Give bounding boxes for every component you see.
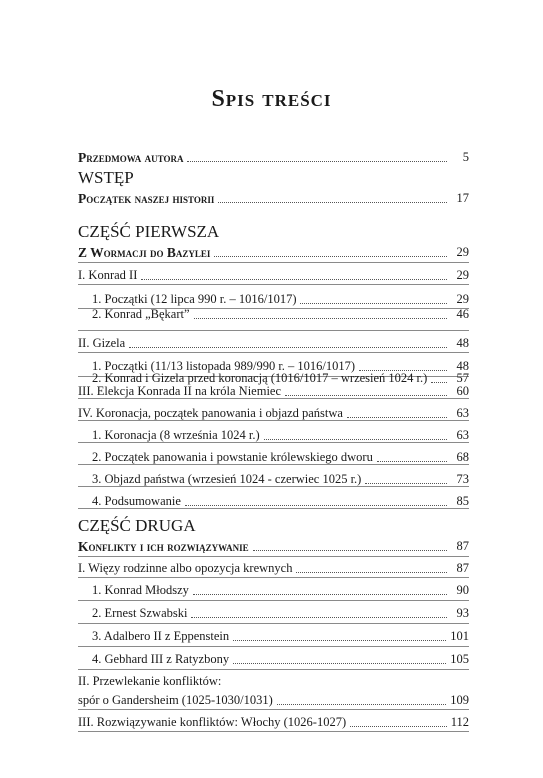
leader-dots <box>365 483 447 484</box>
toc-entry-label: IV. Koronacja, początek panowania i objazd państwa <box>78 406 343 420</box>
toc-page-number: 90 <box>456 583 469 597</box>
toc-entry-label: Początek naszej historii <box>78 191 215 206</box>
toc-entry-label: I. Więzy rodzinne albo opozycja krewnych <box>78 561 293 575</box>
toc-page-number: 85 <box>456 494 469 508</box>
toc-entry[interactable] <box>78 331 469 351</box>
toc-entry-label: 4. Podsumowanie <box>92 494 181 508</box>
toc-page-number: 29 <box>456 268 469 282</box>
toc-entry[interactable] <box>92 445 469 465</box>
leader-dots <box>253 550 447 551</box>
toc-entry[interactable] <box>78 401 469 421</box>
toc-page-number: 87 <box>456 561 469 575</box>
toc-entry-label: 1. Konrad Młodszy <box>92 583 189 597</box>
toc-page-number: 46 <box>456 307 469 321</box>
toc-entry-label: 2. Konrad i Gizela przed koronacją (1016/1017 – wrzesień 1024 r.) <box>92 371 428 385</box>
toc-page-number: 109 <box>450 693 469 707</box>
toc-page-number: 87 <box>456 539 469 553</box>
leader-dots <box>193 594 447 595</box>
toc-page-number: 60 <box>456 384 469 398</box>
leader-dots <box>347 417 447 418</box>
toc-entry-part2[interactable] <box>78 534 469 554</box>
leader-dots <box>191 617 447 618</box>
toc-entry[interactable] <box>78 688 469 708</box>
divider <box>78 669 469 670</box>
intro-heading: WSTĘP <box>78 168 134 187</box>
toc-entry[interactable] <box>78 556 469 576</box>
toc-entry-label: Konflikty i ich rozwiązywanie <box>78 539 249 554</box>
toc-entry-label: 4. Gebhard III z Ratyzbony <box>92 652 230 666</box>
toc-page-number: 93 <box>456 606 469 620</box>
divider <box>78 731 469 732</box>
toc-entry[interactable] <box>78 710 469 730</box>
part2-heading: CZĘŚĆ DRUGA <box>78 516 196 535</box>
toc-entry-label: 2. Ernest Szwabski <box>92 606 188 620</box>
toc-entry-label: spór o Gandersheim (1025-1030/1031) <box>78 693 273 707</box>
toc-page-number: 63 <box>456 406 469 420</box>
leader-dots <box>377 461 447 462</box>
leader-dots <box>296 572 447 573</box>
toc-entry-label: 3. Adalbero II z Eppenstein <box>92 629 230 643</box>
toc-page-number: 63 <box>456 428 469 442</box>
toc-entry-label: 2. Początek panowania i powstanie królewskiego dworu <box>92 450 373 464</box>
leader-dots <box>129 347 447 348</box>
leader-dots <box>214 256 447 257</box>
toc-entry[interactable] <box>92 302 469 322</box>
toc-page-number: 29 <box>456 245 469 259</box>
toc-entry-intro[interactable] <box>78 186 469 206</box>
toc-entry[interactable] <box>92 423 469 443</box>
toc-page-number: 101 <box>450 629 469 643</box>
leader-dots <box>187 161 447 162</box>
divider <box>78 284 469 285</box>
toc-entry-part1[interactable] <box>78 240 469 260</box>
leader-dots <box>141 279 447 280</box>
toc-entry-label: I. Konrad II <box>78 268 138 282</box>
leader-dots <box>218 202 447 203</box>
leader-dots <box>277 704 446 705</box>
leader-dots <box>233 663 446 664</box>
leader-dots <box>233 640 446 641</box>
toc-entry[interactable] <box>92 467 469 487</box>
toc-entry-label: III. Elekcja Konrada II na króla Niemiec <box>78 384 282 398</box>
leader-dots <box>194 318 447 319</box>
toc-page-number: 48 <box>456 359 469 373</box>
divider <box>78 352 469 353</box>
toc-entry-label: 1. Koronacja (8 września 1024 r.) <box>92 428 260 442</box>
toc-entry[interactable] <box>92 624 469 644</box>
leader-dots <box>185 505 447 506</box>
toc-entry[interactable] <box>92 489 469 509</box>
toc-page-number: 57 <box>456 371 469 385</box>
toc-page-number: 68 <box>456 450 469 464</box>
toc-entry-preface[interactable] <box>78 145 469 165</box>
toc-entry-label: 3. Objazd państwa (wrzesień 1024 - czerwiec 1025 r.) <box>92 472 362 486</box>
toc-page-number: 105 <box>450 652 469 666</box>
toc-page-number: 17 <box>456 191 469 205</box>
toc-entry[interactable] <box>92 578 469 598</box>
leader-dots <box>264 439 447 440</box>
toc-entry-label: 2. Konrad „Bękart” <box>92 307 190 321</box>
toc-page-number: 5 <box>462 150 469 164</box>
toc-entry-label: Przedmowa autora <box>78 150 184 165</box>
toc-page-number: 112 <box>450 715 469 729</box>
toc-entry[interactable] <box>92 647 469 667</box>
page-title: Spis treści <box>211 86 332 112</box>
part1-heading: CZĘŚĆ PIERWSZA <box>78 222 220 241</box>
toc-entry-label: 1. Początki (12 lipca 990 r. – 1016/1017) <box>92 292 297 306</box>
toc-entry-label: 1. Początki (11/13 listopada 989/990 r. – 1016/1017) <box>92 359 356 373</box>
leader-dots <box>350 726 447 727</box>
leader-dots <box>285 395 447 396</box>
toc-page-number: 48 <box>456 336 469 350</box>
toc-page-number: 73 <box>456 472 469 486</box>
toc-entry-label-line1: II. Przewlekanie konfliktów: <box>78 674 222 688</box>
toc-entry-label: II. Gizela <box>78 336 126 350</box>
toc-entry-label: Z Wormacji do Bazylei <box>78 245 211 260</box>
toc-entry[interactable] <box>78 263 469 283</box>
toc-entry[interactable] <box>92 601 469 621</box>
toc-page-number: 29 <box>456 292 469 306</box>
toc-entry-label: III. Rozwiązywanie konfliktów: Włochy (1026-1027) <box>78 715 347 729</box>
toc-entry[interactable] <box>78 379 469 399</box>
